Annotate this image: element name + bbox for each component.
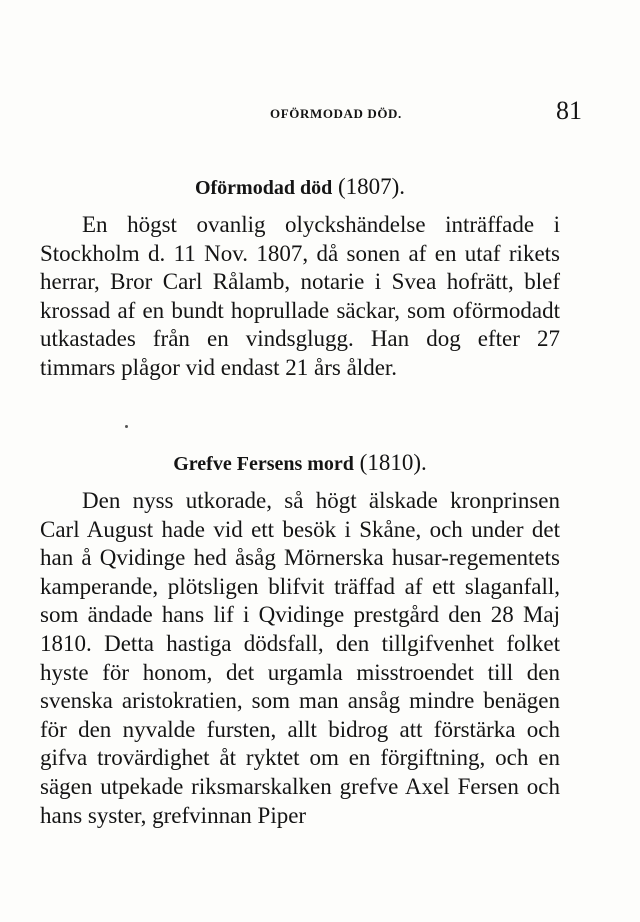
- print-speck: [125, 425, 128, 428]
- running-head: [40, 96, 600, 136]
- section-oformodad-dod: [40, 172, 560, 383]
- section-heading-title: Grefve Fersens mord: [173, 453, 354, 475]
- page-number: 81: [556, 96, 582, 125]
- section-paragraph: Den nyss utkorade, så högt älskade kronprinsen Carl August hade vid ett besök i Skåne, och under det han å Qvidinge hed åsåg Mörnerska husar-regementets kamperande, plötsligen blifvit träffad af ett slaganfall, som ändade hans lif i Qvidinge prestgård den 28 Maj 1810. Detta hastiga dödsfall, den tillgifvenhet folket hyste för honom, det urgamla misstroendet till den svenska aristokratien, som man ansåg mindre benägen för den nyvalde fursten, allt bidrog att förstärka och gifva trovärdighet åt ryktet om en förgiftning, och en sägen utpekade riksmarskalken grefve Axel Fersen och hans syster, grefvinnan Piper: [40, 488, 560, 828]
- section-heading-year: (1807).: [337, 174, 406, 199]
- section-heading: [40, 448, 560, 479]
- section-grefve-fersens-mord: [40, 448, 560, 830]
- section-heading-title: Oförmodad död: [194, 177, 333, 199]
- running-title: OFÖRMODAD DÖD.: [270, 106, 402, 121]
- section-heading-year: (1810).: [359, 450, 427, 475]
- section-paragraph: En högst ovanlig olyckshändelse inträffade i Stockholm d. 11 Nov. 1807, då sonen af en utaf rikets herrar, Bror Carl Rålamb, notarie i Svea hofrätt, blef krossad af en bundt hoprullade säckar, som oförmodadt utkastades från en vindsglugg. Han dog efter 27 timmars plågor vid endast 21 års ålder.: [40, 212, 560, 380]
- section-heading: [40, 172, 560, 203]
